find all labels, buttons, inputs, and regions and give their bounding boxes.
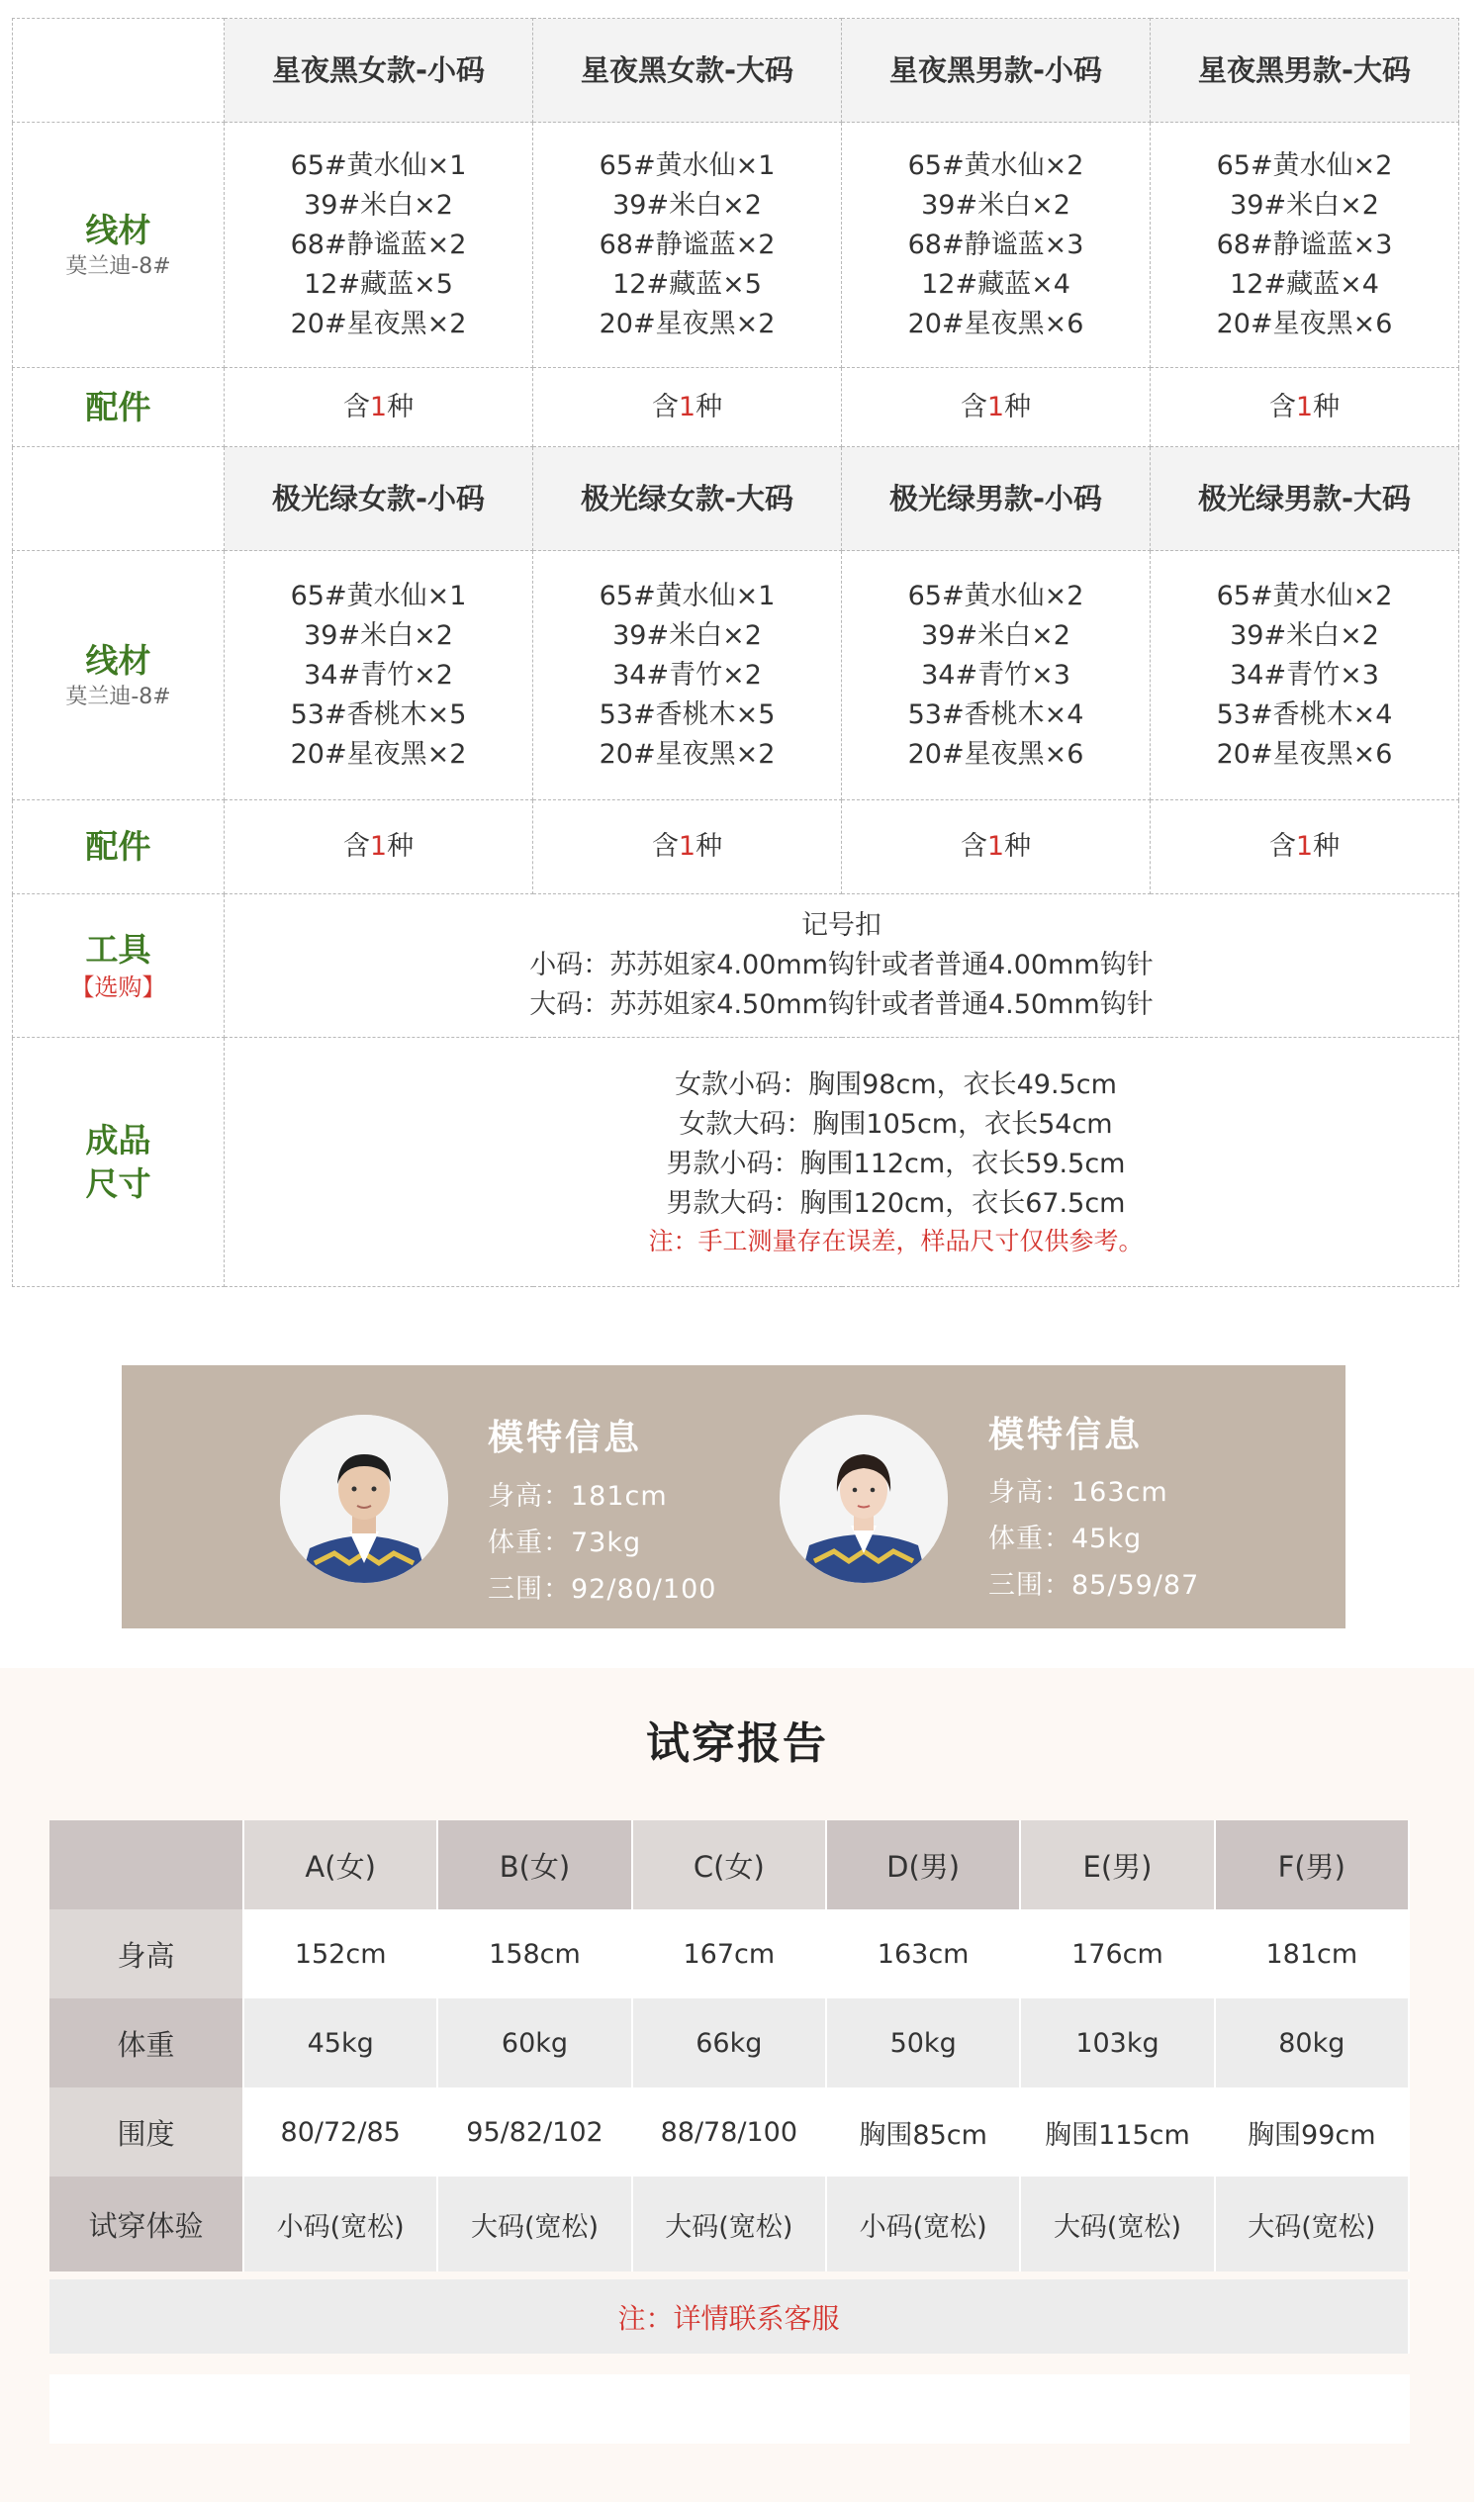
column-header: 星夜黑男款-小码 [842,19,1151,123]
accessories-cell [842,368,1151,447]
yarn-list-cell [842,551,1151,800]
acc-text: 种 [1004,831,1032,862]
gap-cell [49,2271,1409,2279]
acc-text: 含 [342,391,370,422]
table-cell: 181cm [1215,1909,1409,1998]
table-cell: 50kg [826,1998,1020,2087]
yarn-sub-label: 莫兰迪-8# [65,253,171,279]
column-header: 星夜黑男款-大码 [1151,19,1459,123]
column-header: 极光绿女款-小码 [225,447,533,551]
acc-text: 种 [1313,831,1341,862]
acc-count: 1 [678,831,696,862]
acc-count: 1 [986,391,1005,422]
yarn-item: 20#星夜黑×6 [907,308,1084,339]
yarn-item: 20#星夜黑×6 [1216,738,1393,770]
table-cell: 胸围85cm [826,2087,1020,2177]
row-label: 体重 [49,1998,243,2087]
yarn-list-cell [533,551,842,800]
male-model-measurements: 三围：92/80/100 [488,1574,717,1605]
yarn-item: 68#静谧蓝×3 [907,229,1084,260]
table-cell: 小码(宽松) [243,2177,437,2271]
report-gap-row [49,2271,1409,2279]
acc-text: 种 [1313,391,1341,422]
yarn-item: 39#米白×2 [921,619,1070,651]
yarn-item: 20#星夜黑×6 [1216,308,1393,339]
yarn-item: 39#米白×2 [612,189,762,221]
yarn-item: 34#青竹×2 [612,659,762,691]
size-note: 注：手工测量存在误差，样品尺寸仅供参考。 [648,1226,1144,1255]
yarn-item: 39#米白×2 [1230,189,1379,221]
table-cell: 胸围99cm [1215,2087,1409,2177]
yarn-label-cell [13,123,225,368]
size-label-cell [13,1038,225,1287]
yarn-item: 12#藏蓝×5 [612,268,762,300]
yarn-item: 65#黄水仙×1 [599,580,776,611]
yarn-list-cell [1151,123,1459,368]
yarn-item: 34#青竹×2 [304,659,453,691]
tester-header: A(女) [243,1820,437,1909]
yarn-item: 20#星夜黑×2 [599,308,776,339]
yarn-list-cell [225,123,533,368]
yarn-item: 65#黄水仙×2 [907,149,1084,181]
acc-text: 含 [1268,391,1296,422]
yarn-label: 线材 [85,210,151,249]
row-label: 身高 [49,1909,243,1998]
yarn-item: 20#星夜黑×2 [290,738,467,770]
report-row-height [49,1909,1409,1998]
size-line: 男款小码：胸围112cm，衣长59.5cm [666,1148,1126,1179]
table-cell: 152cm [243,1909,437,1998]
column-header: 极光绿女款-大码 [533,447,842,551]
tools-optional-label: 【选购】 [70,973,166,1001]
table-cell: 大码(宽松) [1215,2177,1409,2271]
yarn-item: 39#米白×2 [612,619,762,651]
column-header: 星夜黑女款-小码 [225,19,533,123]
fitting-report-table [49,1820,1410,2354]
column-header: 极光绿男款-小码 [842,447,1151,551]
acc-count: 1 [1295,831,1314,862]
yarn-item: 34#青竹×3 [1230,659,1379,691]
report-row-measurements [49,2087,1409,2177]
yarn-item: 20#星夜黑×6 [907,738,1084,770]
yarn-item: 53#香桃木×4 [1216,698,1393,730]
materials-table [12,18,1459,1287]
accessories-label: 配件 [85,827,151,866]
table-cell: 158cm [437,1909,631,1998]
accessories-cell [533,368,842,447]
female-model-height: 身高：163cm [988,1477,1168,1508]
table-cell: 45kg [243,1998,437,2087]
yarn-list-cell [1151,551,1459,800]
report-header-row [49,1820,1409,1909]
tester-header: B(女) [437,1820,631,1909]
table-cell: 88/78/100 [632,2087,826,2177]
tools-label: 工具 [85,930,151,969]
report-row-experience [49,2177,1409,2271]
table-cell: 66kg [632,1998,826,2087]
table-cell: 胸围115cm [1020,2087,1214,2177]
acc-count: 1 [1295,391,1314,422]
report-note-row [49,2279,1409,2354]
yarn-item: 20#星夜黑×2 [290,308,467,339]
yarn-item: 39#米白×2 [921,189,1070,221]
female-model-measurements: 三围：85/59/87 [988,1570,1200,1601]
yarn-label-cell [13,551,225,800]
tester-header: C(女) [632,1820,826,1909]
row-label: 试穿体验 [49,2177,243,2271]
black-accessories-row [13,368,1459,447]
yarn-item: 68#静谧蓝×3 [1216,229,1393,260]
yarn-item: 65#黄水仙×2 [1216,580,1393,611]
yarn-item: 39#米白×2 [304,189,453,221]
report-row-weight [49,1998,1409,2087]
row-label: 围度 [49,2087,243,2177]
male-model-title: 模特信息 [488,1418,643,1458]
tools-label-cell [13,894,225,1038]
accessories-cell [842,800,1151,894]
female-model-title: 模特信息 [988,1415,1144,1455]
tools-line: 大码：苏苏姐家4.50mm钩针或者普通4.50mm钩针 [529,989,1154,1020]
yarn-list-cell [842,123,1151,368]
black-header-row [13,19,1459,123]
yarn-item: 68#静谧蓝×2 [599,229,776,260]
acc-text: 种 [1004,391,1032,422]
acc-text: 种 [696,391,723,422]
male-model-photo [280,1415,448,1583]
table-cell: 95/82/102 [437,2087,631,2177]
fitting-report-title: 试穿报告 [646,1718,828,1769]
acc-text: 含 [651,831,679,862]
acc-count: 1 [369,831,388,862]
accessories-label-cell [13,368,225,447]
yarn-item: 65#黄水仙×2 [907,580,1084,611]
yarn-item: 34#青竹×3 [921,659,1070,691]
accessories-label-cell [13,800,225,894]
acc-text: 种 [696,831,723,862]
table-cell: 小码(宽松) [826,2177,1020,2271]
accessories-cell [533,800,842,894]
tools-line: 小码：苏苏姐家4.00mm钩针或者普通4.00mm钩针 [529,950,1154,980]
green-yarn-row [13,551,1459,800]
yarn-label: 线材 [85,640,151,680]
yarn-item: 65#黄水仙×1 [599,149,776,181]
yarn-item: 53#香桃木×4 [907,698,1084,730]
report-corner-cell [49,1820,243,1909]
yarn-item: 65#黄水仙×1 [290,580,467,611]
tester-header: D(男) [826,1820,1020,1909]
table-cell: 大码(宽松) [632,2177,826,2271]
tester-header: E(男) [1020,1820,1214,1909]
size-cell [225,1038,1459,1287]
yarn-item: 65#黄水仙×1 [290,149,467,181]
female-model-weight: 体重：45kg [988,1524,1143,1554]
yarn-sub-label: 莫兰迪-8# [65,684,171,709]
yarn-item: 65#黄水仙×2 [1216,149,1393,181]
acc-text: 种 [387,831,415,862]
table-cell: 163cm [826,1909,1020,1998]
table-cell: 80kg [1215,1998,1409,2087]
tools-cell [225,894,1459,1038]
acc-text: 含 [342,831,370,862]
size-line: 女款大码：胸围105cm，衣长54cm [679,1108,1113,1140]
acc-text: 含 [960,391,987,422]
size-label: 成品 [85,1120,151,1159]
acc-text: 含 [960,831,987,862]
accessories-cell [225,800,533,894]
yarn-item: 12#藏蓝×4 [921,268,1070,300]
green-header-row [13,447,1459,551]
female-model-photo [780,1415,948,1583]
acc-text: 含 [1268,831,1296,862]
green-accessories-row [13,800,1459,894]
accessories-label: 配件 [85,387,151,426]
yarn-item: 12#藏蓝×4 [1230,268,1379,300]
tester-header: F(男) [1215,1820,1409,1909]
size-label: 尺寸 [85,1163,151,1203]
accessories-cell [1151,800,1459,894]
male-model-weight: 体重：73kg [488,1528,642,1558]
yarn-item: 39#米白×2 [304,619,453,651]
column-header: 星夜黑女款-大码 [533,19,842,123]
table-cell: 80/72/85 [243,2087,437,2177]
accessories-cell [1151,368,1459,447]
acc-count: 1 [369,391,388,422]
accessories-cell [225,368,533,447]
table-cell: 167cm [632,1909,826,1998]
yarn-item: 12#藏蓝×5 [304,268,453,300]
report-bottom-strip [49,2374,1410,2444]
tools-row [13,894,1459,1038]
acc-text: 含 [651,391,679,422]
yarn-item: 39#米白×2 [1230,619,1379,651]
table-cell: 大码(宽松) [437,2177,631,2271]
male-model-avatar [280,1415,448,1583]
yarn-item: 68#静谧蓝×2 [290,229,467,260]
acc-count: 1 [678,391,696,422]
male-model-height: 身高：181cm [488,1481,668,1512]
acc-text: 种 [387,391,415,422]
size-line: 女款小码：胸围98cm，衣长49.5cm [675,1068,1117,1100]
table-cell: 60kg [437,1998,631,2087]
size-line: 男款大码：胸围120cm，衣长67.5cm [666,1187,1126,1219]
black-yarn-row [13,123,1459,368]
corner-cell [13,447,225,551]
size-row [13,1038,1459,1287]
tools-line: 记号扣 [801,910,881,941]
report-note: 注：详情联系客服 [49,2279,1409,2354]
model-info-banner [122,1365,1345,1628]
yarn-item: 20#星夜黑×2 [599,738,776,770]
yarn-list-cell [225,551,533,800]
corner-cell [13,19,225,123]
table-cell: 大码(宽松) [1020,2177,1214,2271]
yarn-item: 53#香桃木×5 [599,698,776,730]
female-model-avatar [780,1415,948,1583]
table-cell: 103kg [1020,1998,1214,2087]
yarn-item: 53#香桃木×5 [290,698,467,730]
column-header: 极光绿男款-大码 [1151,447,1459,551]
table-cell: 176cm [1020,1909,1214,1998]
acc-count: 1 [986,831,1005,862]
yarn-list-cell [533,123,842,368]
